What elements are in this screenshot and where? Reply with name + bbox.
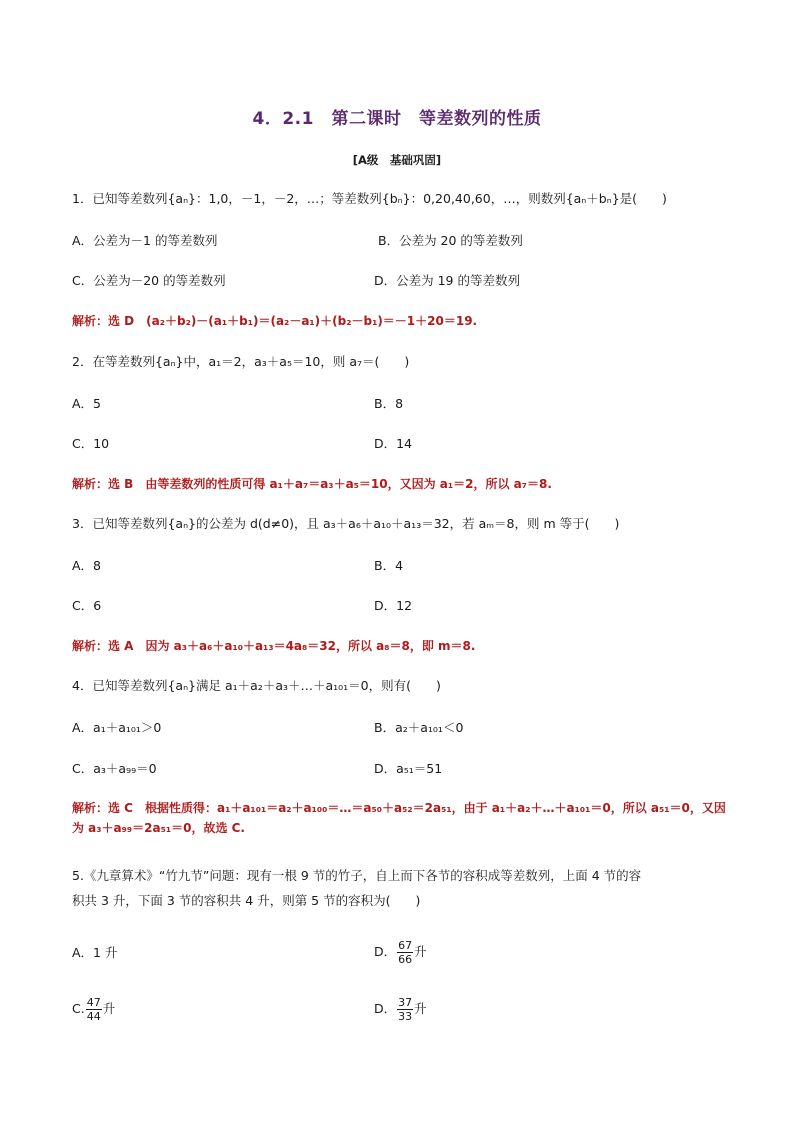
question-5-option-a: A．1 升 [72, 945, 118, 960]
question-4-stem: 4．已知等差数列{aₙ}满足 a₁＋a₂＋a₃＋…＋a₁₀₁＝0，则有( ) [72, 678, 441, 693]
question-1-answer: 解析：选 D (a₂＋b₂)－(a₁＋b₁)＝(a₂－a₁)＋(b₂－b₁)＝－1＋20＝19. [72, 314, 478, 328]
question-2-option-b: B．8 [374, 396, 404, 411]
question-4-option-c: C．a₃＋a₉₉＝0 [72, 761, 157, 776]
question-5-option-c-fraction [86, 996, 102, 1023]
question-5-option-c-prefix: C. [72, 1001, 85, 1016]
question-2-answer: 解析：选 B 由等差数列的性质可得 a₁＋a₇＝a₃＋a₅＝10，又因为 a₁＝2，所以 a₇＝8. [72, 477, 552, 491]
question-3-stem: 3．已知等差数列{aₙ}的公差为 d(d≠0)，且 a₃＋a₆＋a₁₀＋a₁₃＝32，若 aₘ＝8，则 m 等于( ) [72, 516, 620, 531]
section-subtitle: [A级 基础巩固] [352, 153, 442, 167]
question-2-option-d: D．14 [374, 436, 413, 451]
question-3-option-c: C．6 [72, 598, 102, 613]
question-1-stem: 1．已知等差数列{aₙ}：1,0，－1，－2，…；等差数列{bₙ}：0,20,40,60，…，则数列{aₙ＋bₙ}是( ) [72, 191, 667, 206]
question-5-option-d-unit: 升 [414, 1001, 427, 1016]
question-1-option-c: C．公差为－20 的等差数列 [72, 273, 226, 288]
question-5-option-c-unit: 升 [102, 1001, 116, 1016]
fraction-denominator: 66 [398, 953, 413, 966]
question-5-option-c [72, 991, 115, 1027]
fraction-numerator: 67 [398, 939, 413, 952]
page-title: 4．2.1 第二课时 等差数列的性质 [252, 109, 542, 129]
question-5-option-d-fraction [397, 996, 413, 1023]
question-5-option-b-fraction [397, 939, 413, 966]
fraction-denominator: 33 [398, 1010, 413, 1023]
question-5-stem-line-1: 5.《九章算术》“竹九节”问题：现有一根 9 节的竹子，自上而下各节的容积成等差数列，上面 4 节的容 [72, 868, 642, 883]
question-5-option-b-unit: 升 [414, 944, 427, 959]
question-5-option-b [374, 934, 427, 970]
question-4-answer: 解析：选 C 根据性质得：a₁＋a₁₀₁＝a₂＋a₁₀₀＝…＝a₅₀＋a₅₂＝2a₅₁，由于 a₁＋a₂＋…＋a₁₀₁＝0，所以 a₅₁＝0，又因为 a₃＋a₉₉＝2a₅₁＝0，故选 C. [72, 801, 726, 835]
question-2-option-c: C．10 [72, 436, 110, 451]
fraction-numerator: 37 [398, 996, 413, 1009]
question-3-option-b: B．4 [374, 558, 404, 573]
question-3-answer: 解析：选 A 因为 a₃＋a₆＋a₁₀＋a₁₃＝4a₈＝32，所以 a₈＝8，即 m＝8. [72, 639, 476, 653]
question-5-stem-line-2: 积共 3 升，下面 3 节的容积共 4 升，则第 5 节的容积为( ) [72, 893, 421, 908]
question-2-option-a: A．5 [72, 396, 102, 411]
question-3-option-a: A．8 [72, 558, 102, 573]
question-2-stem: 2．在等差数列{aₙ}中，a₁＝2，a₃＋a₅＝10，则 a₇＝( ) [72, 354, 410, 369]
question-1-option-d: D．公差为 19 的等差数列 [374, 273, 520, 288]
question-4-option-a: A．a₁＋a₁₀₁＞0 [72, 720, 162, 735]
question-5-option-b-prefix: D． [374, 944, 397, 959]
question-4-option-b: B．a₂＋a₁₀₁＜0 [374, 720, 464, 735]
fraction-numerator: 47 [86, 996, 101, 1009]
question-4-option-d: D．a₅₁＝51 [374, 761, 443, 776]
question-5-option-d [374, 991, 427, 1027]
question-1-option-b: B．公差为 20 的等差数列 [378, 233, 523, 248]
question-5-option-d-prefix: D． [374, 1001, 397, 1016]
question-3-option-d: D．12 [374, 598, 413, 613]
fraction-denominator: 44 [86, 1010, 101, 1023]
question-1-option-a: A．公差为－1 的等差数列 [72, 233, 218, 248]
